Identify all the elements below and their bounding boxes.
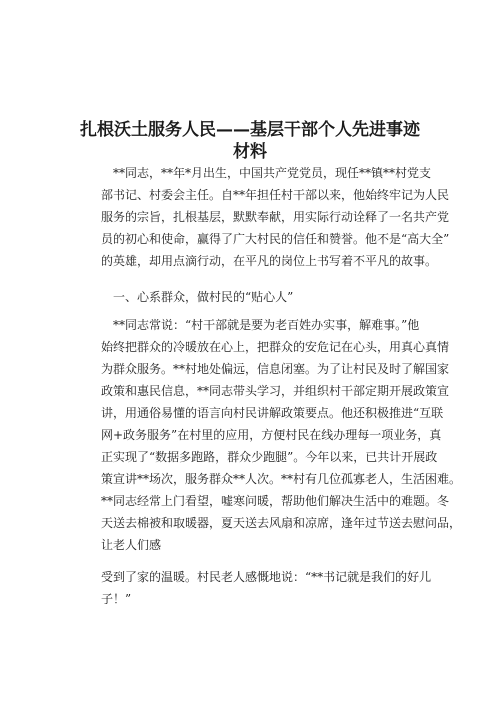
paragraph-line: 正实现了“数据多跑路，群众少跑腿”。今年以来，已共计开展政 — [101, 450, 438, 464]
paragraph-line: 天送去棉被和取暖器，夏天送去风扇和凉席，逢年过节送去慰问品， — [101, 516, 462, 530]
paragraph-line: 部书记、村委会主任。自**年担任村干部以来，他始终牢记为人民 — [101, 188, 450, 202]
paragraph-line: 网+政务服务”在村里的应用，方便村民在线办理每一项业务，真 — [101, 428, 442, 442]
paragraph-line: 让老人们感 — [101, 538, 162, 552]
paragraph-line: **同志常说：“村干部就是要为老百姓办实事，解难事。”他 — [113, 318, 420, 332]
paragraph-line: **同志经常上门看望，嘘寒问暖，帮助他们解决生活中的难题。冬 — [101, 494, 450, 508]
paragraph-line: 政策和惠民信息，**同志带头学习，并组织村干部定期开展政策宣 — [101, 384, 450, 398]
paragraph-line: 始终把群众的冷暖放在心上，把群众的安危记在心头，用真心真情 — [101, 340, 450, 354]
paragraph-line: **同志，**年*月出生，中国共产党党员，现任**镇**村党支 — [113, 166, 432, 180]
paragraph-line: 服务的宗旨，扎根基层，默默奉献，用实际行动诠释了一名共产党 — [101, 210, 450, 224]
paragraph-line: 受到了家的温暖。村民老人感慨地说：“**书记就是我们的好儿 — [101, 570, 432, 584]
paragraph-line: 讲，用通俗易懂的语言向村民讲解政策要点。他还积极推进“互联 — [101, 406, 444, 420]
paragraph-line: 的英雄，却用点滴行动，在平凡的岗位上书写着不平凡的故事。 — [101, 254, 438, 268]
section-heading: 一、心系群众，做村民的“贴心人” — [113, 290, 294, 304]
document-title-continued: 材料 — [233, 142, 267, 162]
paragraph-line: 子！” — [101, 592, 132, 606]
paragraph-line: 策宣讲**场次，服务群众**人次。**村有几位孤寡老人，生活困难。 — [101, 472, 462, 486]
paragraph-line: 员的初心和使命，赢得了广大村民的信任和赞誉。他不是“高大全” — [101, 232, 450, 246]
document-title: 扎根沃土服务人民——基层干部个人先进事迹 — [80, 120, 420, 140]
paragraph-line: 为群众服务。**村地处偏远，信息闭塞。为了让村民及时了解国家 — [101, 362, 450, 376]
